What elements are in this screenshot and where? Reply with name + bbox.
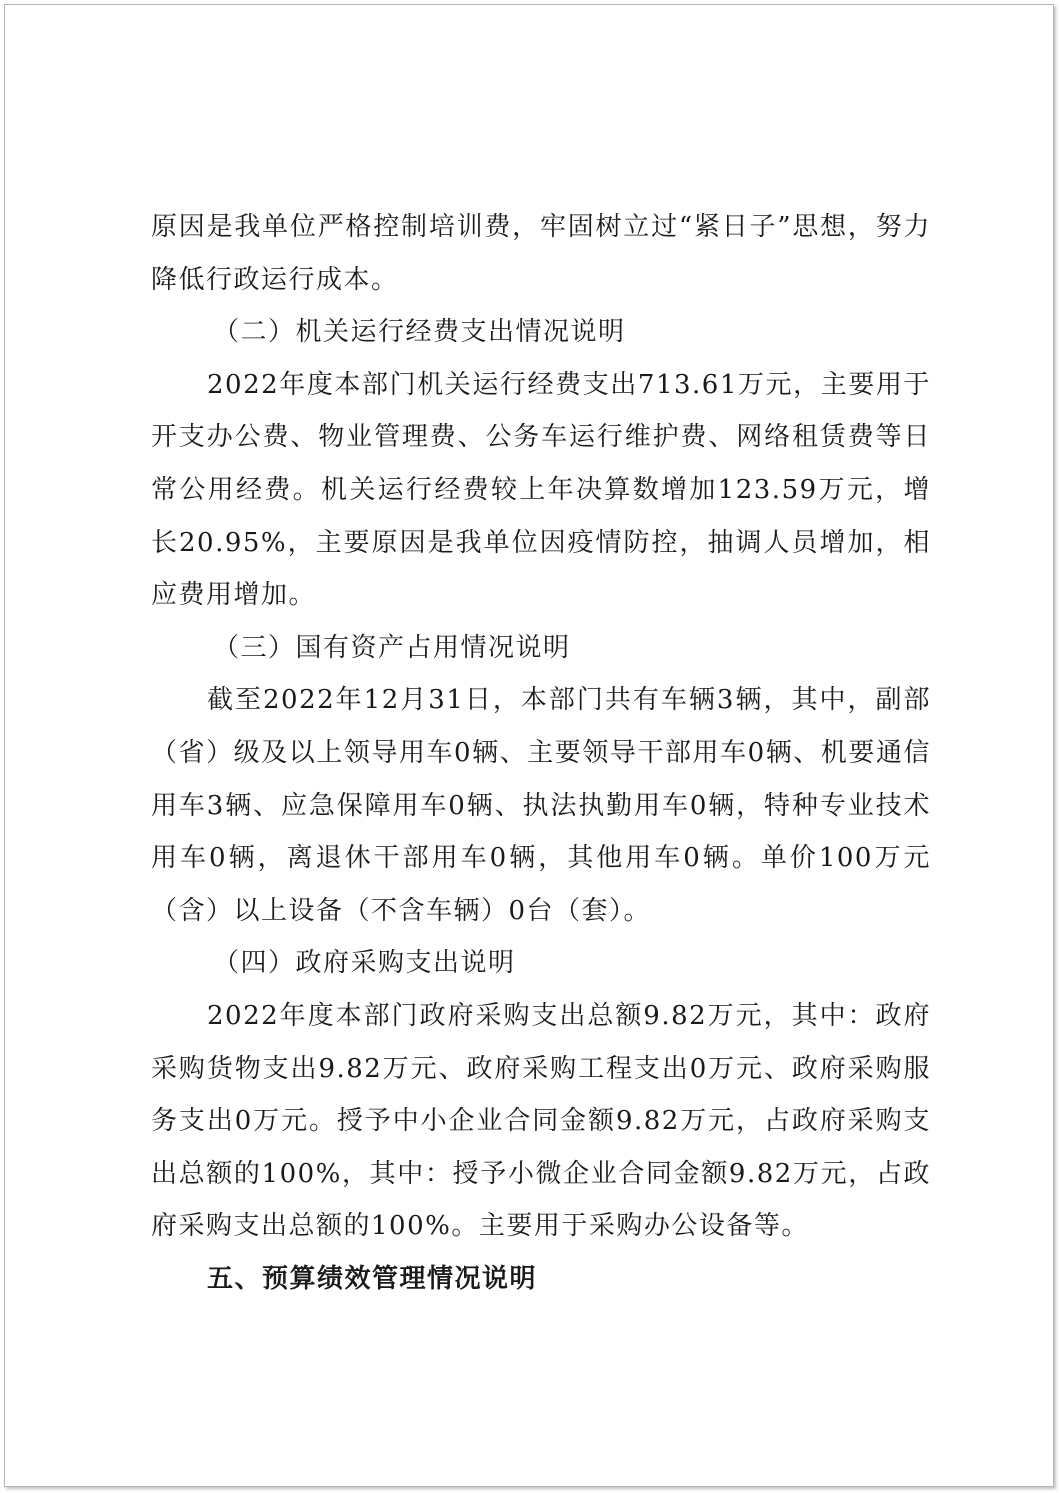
heading-government-procurement: （四）政府采购支出说明 <box>213 948 516 979</box>
document-body <box>151 201 931 1305</box>
section-title-budget-performance: 五、预算绩效管理情况说明 <box>207 1263 538 1294</box>
paragraph-continuation: 原因是我单位严格控制培训费，牢固树立过“紧日子”思想，努力降低行政运行成本。 <box>151 212 931 295</box>
heading-office-operating-expenses: （二）机关运行经费支出情况说明 <box>213 317 626 348</box>
document-page <box>4 4 1054 1487</box>
heading-state-assets: （三）国有资产占用情况说明 <box>213 632 571 663</box>
paragraph-state-assets: 截至2022年12月31日，本部门共有车辆3辆，其中，副部（省）级及以上领导用车0辆、主要领导干部用车0辆、机要通信用车3辆、应急保障用车0辆、执法执勤用车0辆，特种专业技术用车0辆，离退休干部用车0辆，其他用车0辆。单价100万元（含）以上设备（不含车辆）0台（套）。 <box>151 685 931 926</box>
paragraph-office-operating-expenses: 2022年度本部门机关运行经费支出713.61万元，主要用于开支办公费、物业管理费、公务车运行维护费、网络租赁费等日常公用经费。机关运行经费较上年决算数增加123.59万元，增长20.95%，主要原因是我单位因疫情防控，抽调人员增加，相应费用增加。 <box>151 369 931 611</box>
paragraph-government-procurement: 2022年度本部门政府采购支出总额9.82万元，其中：政府采购货物支出9.82万元、政府采购工程支出0万元、政府采购服务支出0万元。授予中小企业合同金额9.82万元，占政府采购支出总额的100%，其中：授予小微企业合同金额9.82万元，占政府采购支出总额的100%。主要用于采购办公设备等。 <box>151 1000 931 1242</box>
